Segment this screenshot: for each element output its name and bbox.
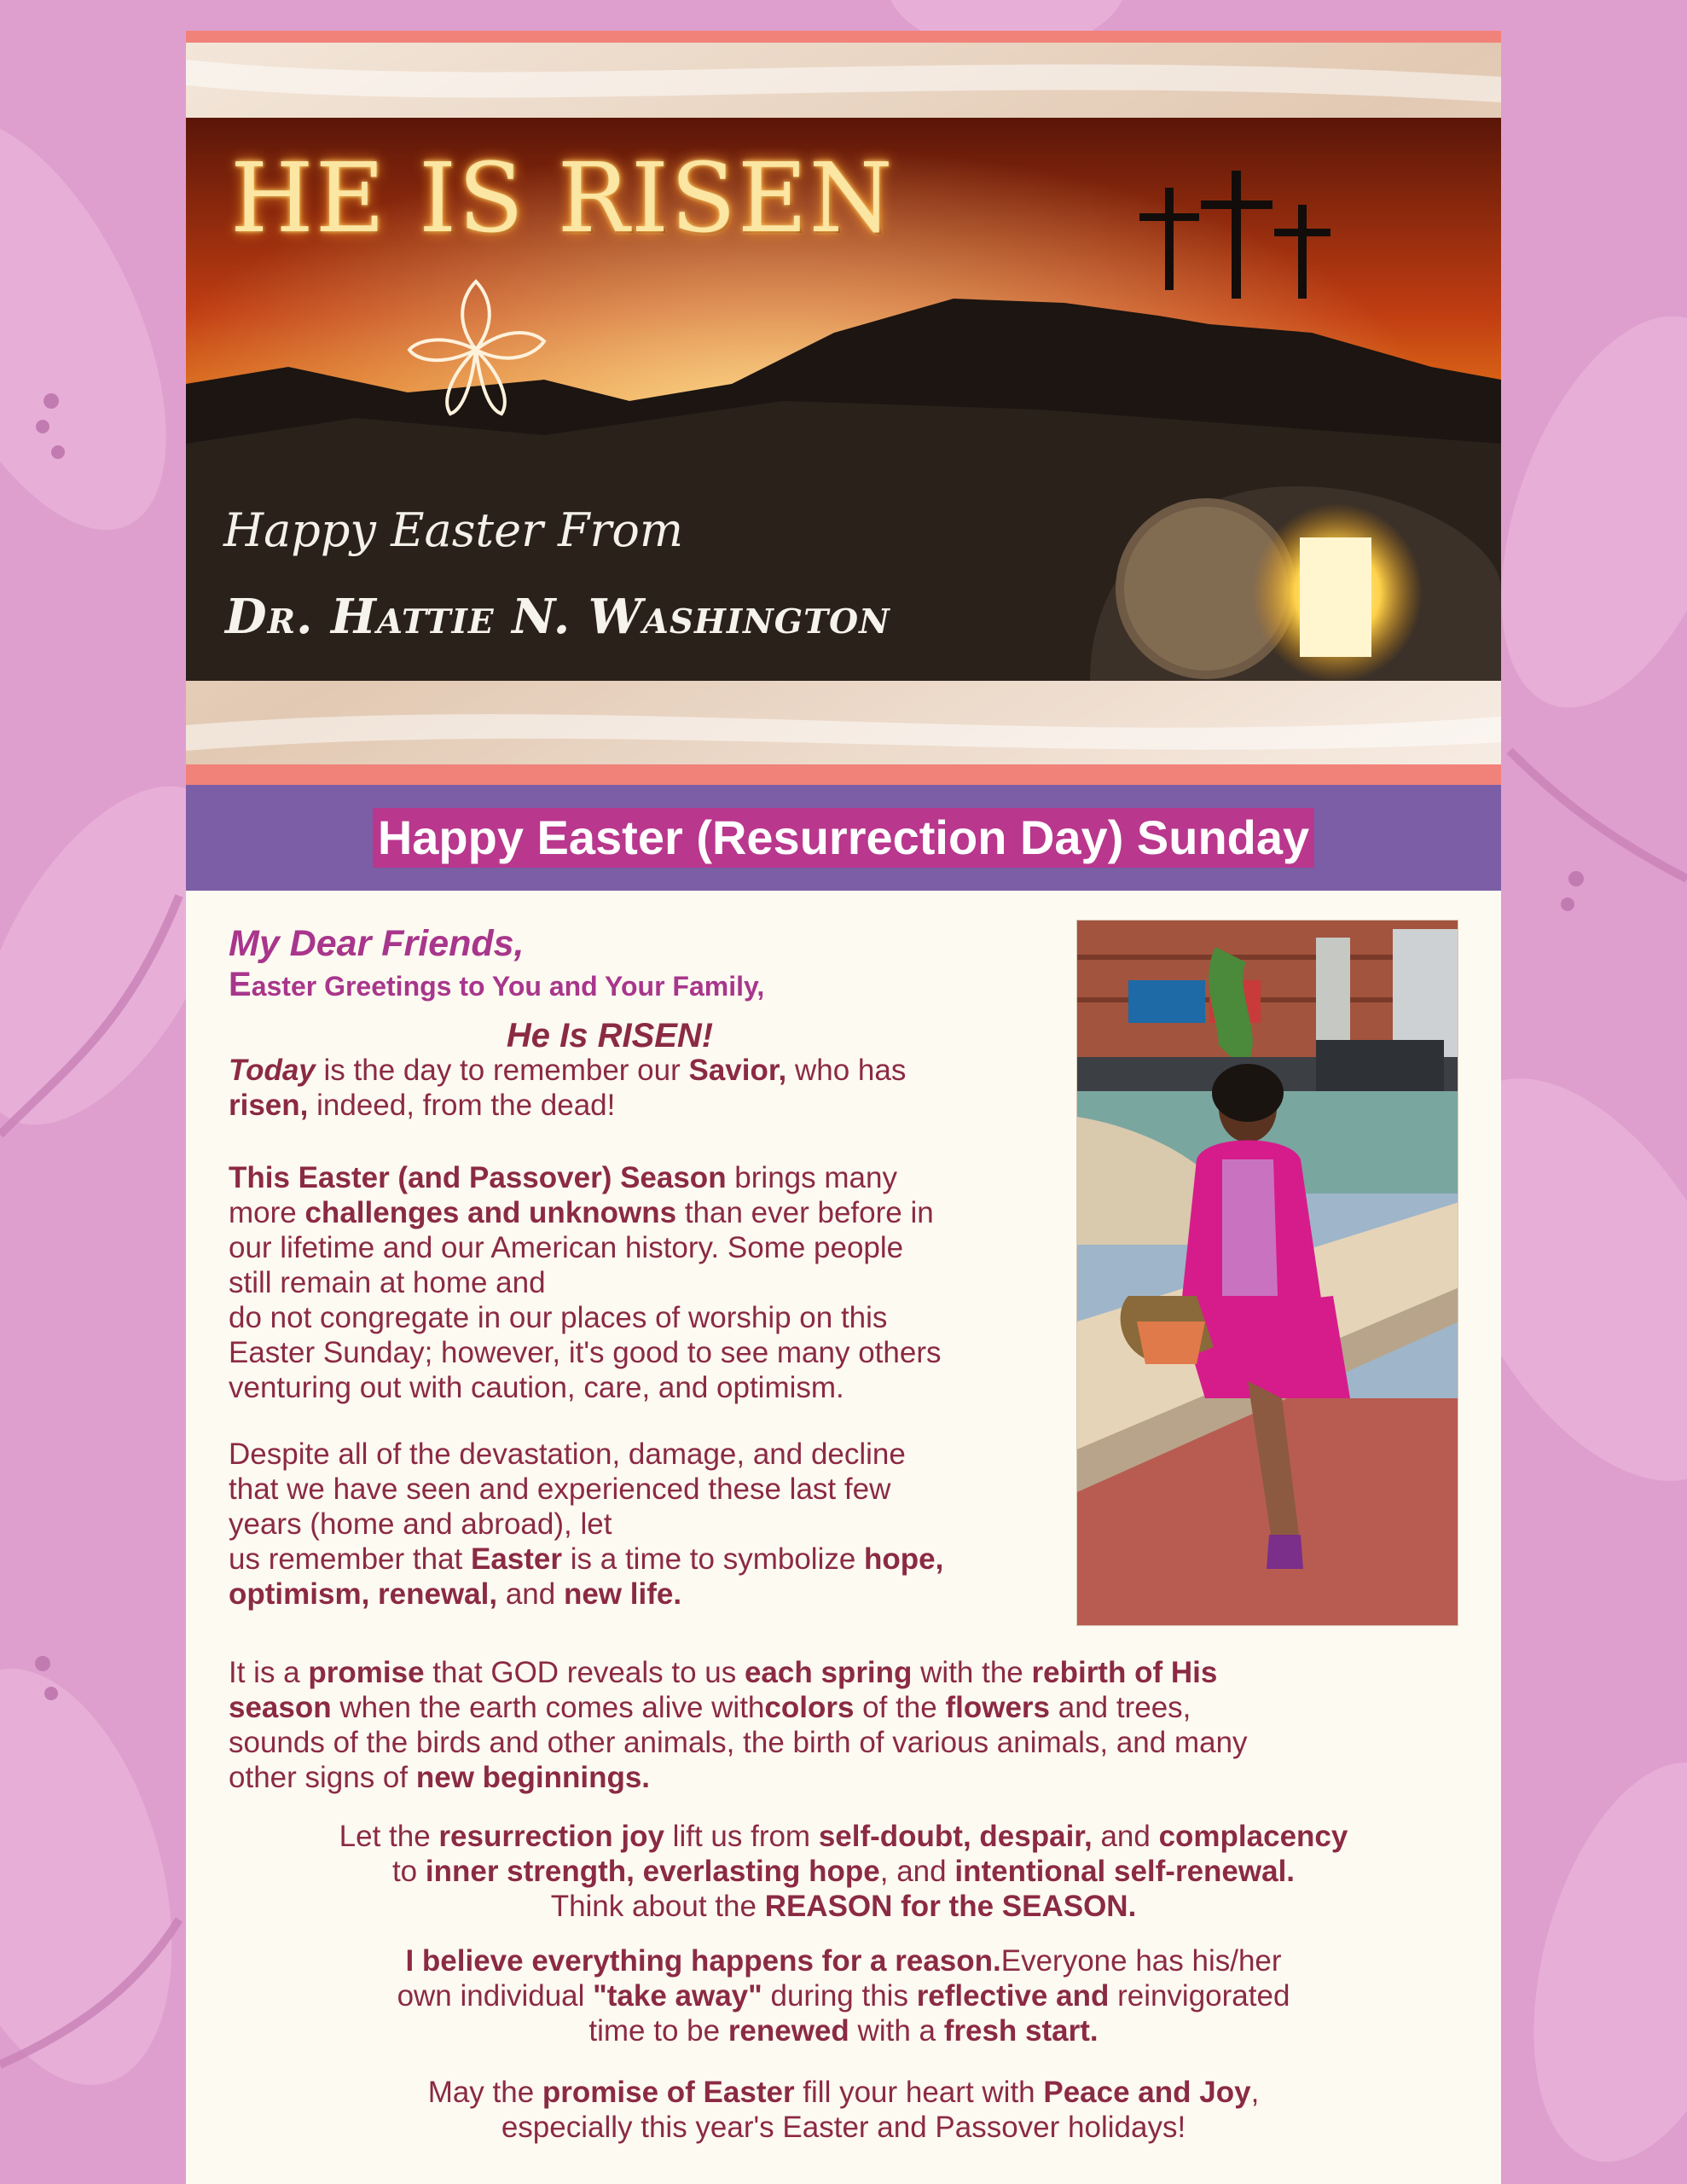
salutation: My Dear Friends, [229,923,525,964]
easter-banner [186,43,1501,764]
paragraph-4: It is a promise that GOD reveals to us each spring with the rebirth of His season when the earth comes alive withcolors of the flowers and trees, sounds of the birds and other animals, the birth of various animals, and many other signs of new beginnings. [229,1656,1248,1794]
paragraph-2: This Easter (and Passover) Season brings many more challenges and unknowns than ever before in our lifetime and our American history. Some people still remain at home and do not congregate in our places of worship on this Easter Sunday; however, it's good to see many others venturing out with caution, care, and optimism. [229,1161,942,1404]
greeting-line: Easter Greetings to You and Your Family, [229,966,765,1003]
author-photo-image [1077,921,1458,1626]
page-heading: Happy Easter (Resurrection Day) Sunday [373,808,1314,868]
coral-strip-bottom [186,764,1501,785]
heading-band [186,785,1501,891]
newsletter-sheet [186,31,1501,2184]
coral-strip-top [186,31,1501,43]
author-photo [1076,920,1458,1626]
he-is-risen-heading: He Is RISEN! [506,1017,714,1054]
paragraph-5: Let the resurrection joy lift us from self-doubt, despair, and complacency to inner strength, everlasting hope, and intentional self-renewal. Think about the REASON for the SEASON. [339,1820,1348,1923]
paragraph-6: I believe everything happens for a reason.Everyone has his/her own individual "take away" during this reflective and reinvigorated time to be renewed with a fresh start. [397,1944,1290,2048]
paragraph-3: Despite all of the devastation, damage, and decline that we have seen and experienced these last few years (home and abroad), let us remember that Easter is a time to symbolize hope, optimism, renewal, and new life. [229,1438,944,1611]
paragraph-1: Today is the day to remember our Savior, who has risen, indeed, from the dead! [229,1054,907,1122]
paragraph-7: May the promise of Easter fill your heart with Peace and Joy, especially this year's Easter and Passover holidays! [427,2076,1260,2144]
banner-author-name: Dr. Hattie N. Washington [225,589,890,645]
banner-title: HE IS RISEN [230,143,895,254]
banner-subtitle: Happy Easter From [223,503,684,557]
